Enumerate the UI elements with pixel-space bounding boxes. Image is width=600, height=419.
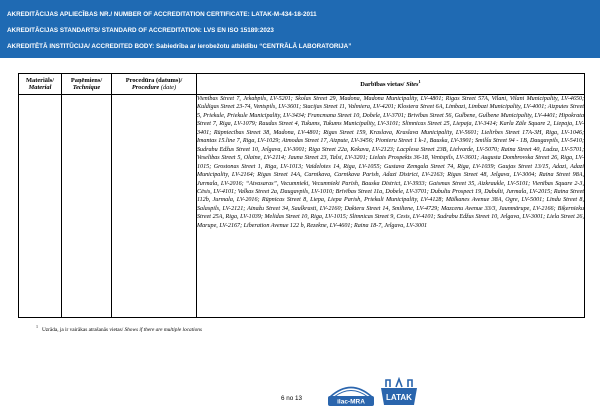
footnote-lv: Uzrāda, ja ir vairākas atrašanās vietas/ <box>41 326 125 333</box>
column-header-en: Sites <box>406 81 419 89</box>
column-header-sites <box>197 74 585 95</box>
footnote-number: 1 <box>36 324 38 329</box>
certificate-number-line: AKREDITĀCIJAS APLIECĪBAS NR./ NUMBER OF ACCREDITATION CERTIFICATE: LATAK-M-434-18-2011 <box>7 11 317 18</box>
ilac-logo-text: ilac-MRA <box>337 398 365 406</box>
table-row <box>19 95 585 318</box>
page-number: 6 no 13 <box>281 395 303 402</box>
technique-cell <box>62 95 112 318</box>
sites-cell: Vienības Street 7, Jekabpils, LV-5201; Skolas Street 29, Madona, Madona Municipality, LV-4801; Rigas Street 57A, Vilani, Vilani Municipality, LV-4650; Kuldigas Street 23-74, Ventspils, LV-3601; Stacijas Street 11, Valmiera, LV-4201; Klostera Street 6A, Limbazi, Limbazi Municipality, LV-4001; Aizputes Street 5, Priekule, Priekule Municipality, LV-3434; Francmana Street 10, Dobele, LV-3701; Brivibas Street 56, Gulbene, Gulbene Municipality, LV-4401; Hipokrata Street 7, Riga, LV-1079; Raudas Street 4, Tukums, Tukums Municipality, LV-3101; Slimnicas Street 25, Liepaja, LV-3414; Karla Zāle Square 2, Liepaja, LV-3401; Rūpniecības Street 38, Madona, LV-4801; Rigas Street 159, Kraslava, Kraslava Municipality, LV-5601; Lielirbes Street 17A-3H, Riga, LV-1046; Imantas 15.line 7, Riga, LV-1029; Atmodas Street 17, Aizpute, LV-3456; Pionieru Street 1 k-1, Bauska, LV-3901; Smilšu Street 94 - 1B, Daugavpils, LV-5410; Sudrabu Edžus Street 10, Jelgava, LV-3001; Riga Street 22a, Kekava, LV-2123; Lacplesa Street 23B, Lielvarde, LV-5070; Raina Street 40, Ludza, LV-5701; Veselibas Street 5, Olaine, LV-2114; Jauna Street 23, Talsi, LV-3201; Lielais Prospekts 36-18, Ventspils, LV-3601; Augusta Dombrovska Street 26, Riga, LV-1015; Grostonas Street 1, Riga, LV-1013; Vaidelotes 14, Riga, LV-1055; Gustava Zemgala Street 74, Riga, LV-1039; Gaujas Street 13/15, Adazi, Adazi Municipality, LV-2164; Rigas Street 14A, Carnikava, Carnikava Parish, Adazi District, LV-2163; Rigas Street 48, Jelgava, LV-3004; Raina Street 98A, Jurmala, LV-2016; “Atvasaras”, Vecumnieki, Vecumnieki Parish, Bauska District, LV-3933; Gaismas Street 35, Aizkraukle, LV-5101; Vienības Square 2-3, Cēsis, LV-4101; Valkas Street 2a, Daugavpils, LV-1010; Brīvības Street 11a, Dobele, LV-3701; Dubultu Prospect 19, Dubulti, Jurmala, LV-2015; Raina Street 112b, Jurmala, LV-2016; Rūpnicas Street 8, Liepa, Liepa Parish, Priekuli Municipality, LV-4128; Mālkanes Avenue 38A, Ogre, LV-5001; Līndu Street 8, Salaspils, LV-2121; Ainažu Street 34, Saulkrasti, LV-2160; Dakteru Street 14, Smiltene, LV-4729; Mazcenu Avenue 33/3, Jaunmārupe, LV-2166; Biķernieku Street 25A, Riga, LV-1039; Melidas Street 10, Riga, LV-1015; Slimnicas Street 9, Cesis, LV-4101; Sudrabu Edžus Street 10, Jelgava, LV-3001; Liela Street 26, Marupe, LV-2167; Liberation Avenue 122 b, Rezekne, LV-4601; Raina 18-7, Jelgava, LV-3001 <box>197 95 585 318</box>
footnote-en: Shows if there are multiple locations <box>124 326 202 333</box>
column-header-en: Procedure <box>131 84 160 91</box>
ilac-mra-logo <box>325 382 377 408</box>
latak-logo <box>378 377 420 411</box>
footnote-ref: 1 <box>418 79 421 85</box>
table-header-row <box>19 74 585 95</box>
procedure-cell <box>112 95 197 318</box>
column-header-lv: Paņēmiens/ <box>70 77 103 84</box>
column-header-en: Technique <box>72 84 101 91</box>
column-header-lv: Darbības vietas/ <box>360 81 407 89</box>
column-header-en: Material <box>28 84 52 91</box>
column-header-technique <box>62 74 112 95</box>
column-header-procedure <box>112 74 197 95</box>
accredited-body-line: AKREDITĒTĀ INSTITŪCIJA/ ACCREDITED BODY: Sabiedrība ar ierobežotu atbildību “CENTRĀLĀ LABORATORIJA” <box>7 43 352 50</box>
latak-logo-text: LATAK <box>386 393 412 402</box>
column-header-en-suffix: (date) <box>159 84 177 91</box>
column-header-material <box>19 74 62 95</box>
column-header-lv: Procedūra (datums)/ <box>125 77 183 84</box>
accreditation-standard-line: AKREDITĀCIJAS STANDARTS/ STANDARD OF ACCREDITATION: LVS EN ISO 15189:2023 <box>7 27 274 34</box>
material-cell <box>19 95 62 318</box>
header-banner <box>0 0 600 58</box>
column-header-lv: Materiāls/ <box>25 77 55 84</box>
accreditation-scope-table <box>18 73 585 318</box>
footnote <box>36 324 202 333</box>
